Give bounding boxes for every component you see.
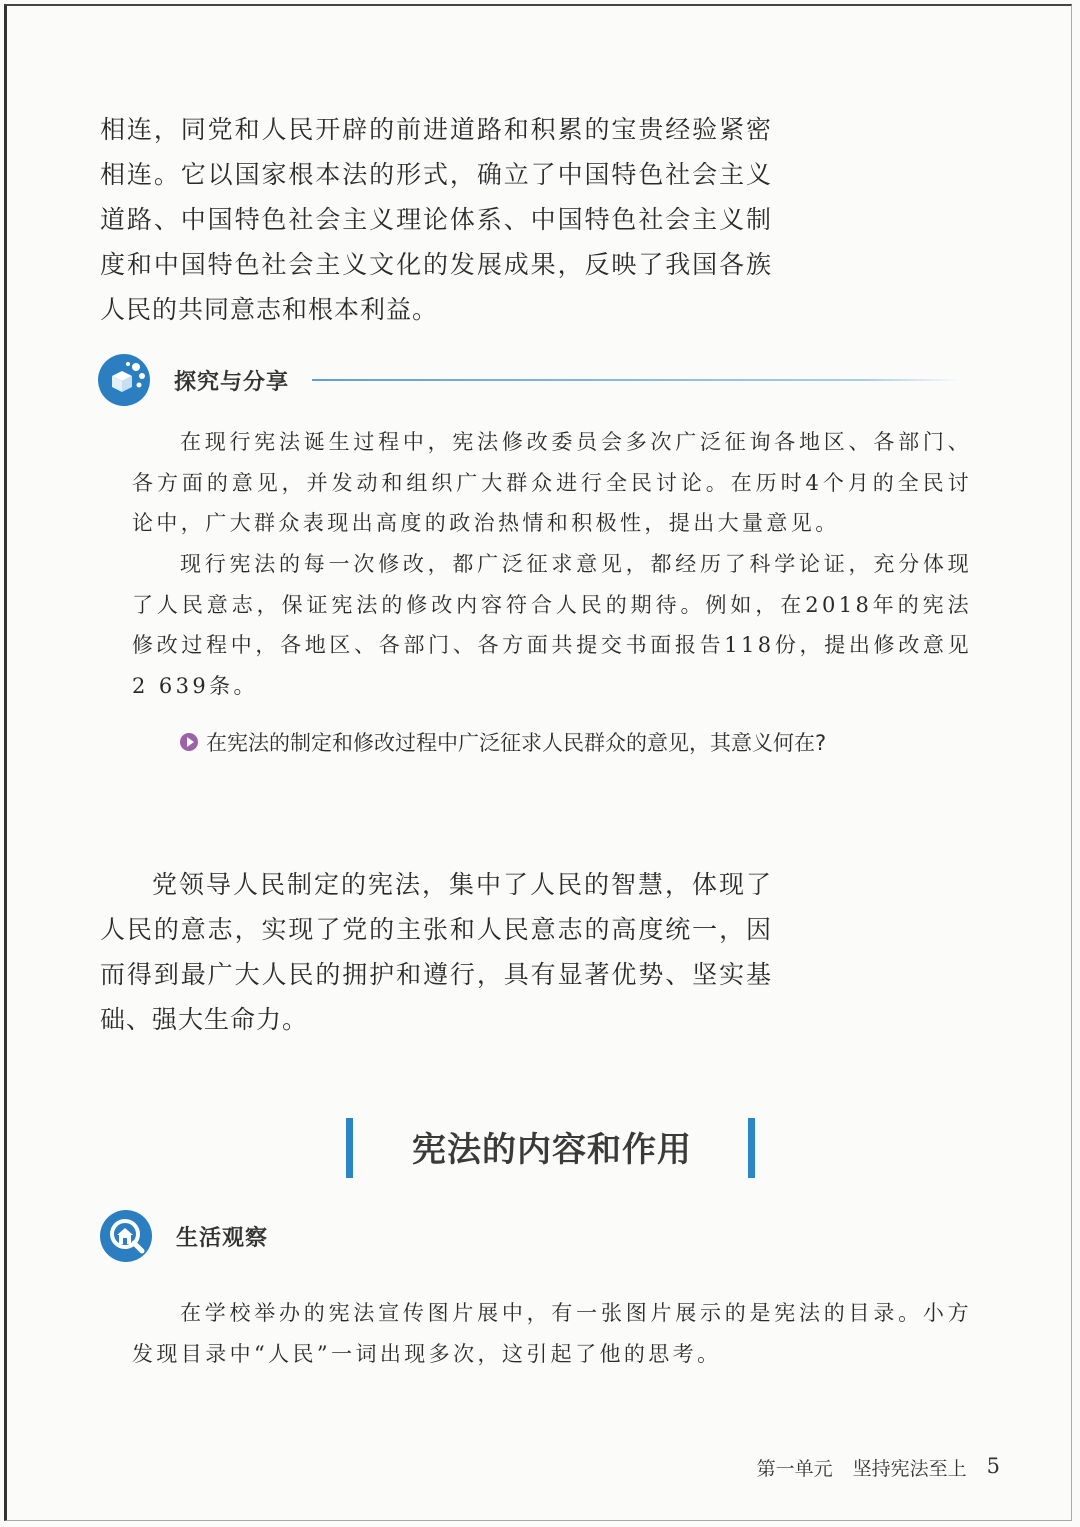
observation-paragraph: 在学校举办的宪法宣传图片展中，有一张图片展示的是宪法的目录。小方发现目录中“人民”一词出现多次，这引起了他的思考。 [132,1301,972,1366]
discussion-question [180,727,826,757]
conclusion-paragraph: 党领导人民制定的宪法，集中了人民的智慧，体现了人民的意志，实现了党的主张和人民意志的高度统一，因而得到最广大人民的拥护和遵行，具有显著优势、坚实基础、强大生命力。 [100,870,772,1034]
explore-share-header [98,354,289,406]
play-bullet-icon [180,733,198,751]
footer-unit-title: 坚持宪法至上 [852,1458,967,1480]
page-number: 5 [986,1454,1000,1478]
intro-paragraph: 相连，同党和人民开辟的前进道路和积累的宝贵经验紧密相连。它以国家根本法的形式，确立了中国特色社会主义道路、中国特色社会主义理论体系、中国特色社会主义制度和中国特色社会主义文化的发展成果，反映了我国各族人民的共同意志和根本利益。 [100,115,772,324]
footer-unit: 第一单元 [756,1458,833,1480]
title-bar-right [748,1118,755,1178]
life-observation-heading: 生活观察 [176,1225,269,1251]
section-title: 宪法的内容和作用 [412,1130,692,1170]
explore-paragraph-1: 在现行宪法诞生过程中，宪法修改委员会多次广泛征询各地区、各部门、各方面的意见，并发动和组织广大群众进行全民讨论。在历时4个月的全民讨论中，广大群众表现出高度的政治热情和积极性，提出大量意见。 [132,430,972,535]
cube-bubbles-icon [98,354,150,406]
house-magnifier-icon [100,1210,152,1262]
question-text: 在宪法的制定和修改过程中广泛征求人民群众的意见，其意义何在? [206,731,827,755]
explore-share-heading: 探究与分享 [174,369,290,395]
page-footer [757,1454,1000,1481]
life-observation-header [100,1210,268,1262]
header-divider [312,379,962,381]
title-bar-left [346,1118,353,1178]
explore-paragraph-2: 现行宪法的每一次修改，都广泛征求意见，都经历了科学论证，充分体现了人民意志，保证宪法的修改内容符合人民的期待。例如，在2018年的宪法修改过程中，各地区、各部门、各方面共提交书面报告118份，提出修改意见2 639条。 [132,552,972,698]
